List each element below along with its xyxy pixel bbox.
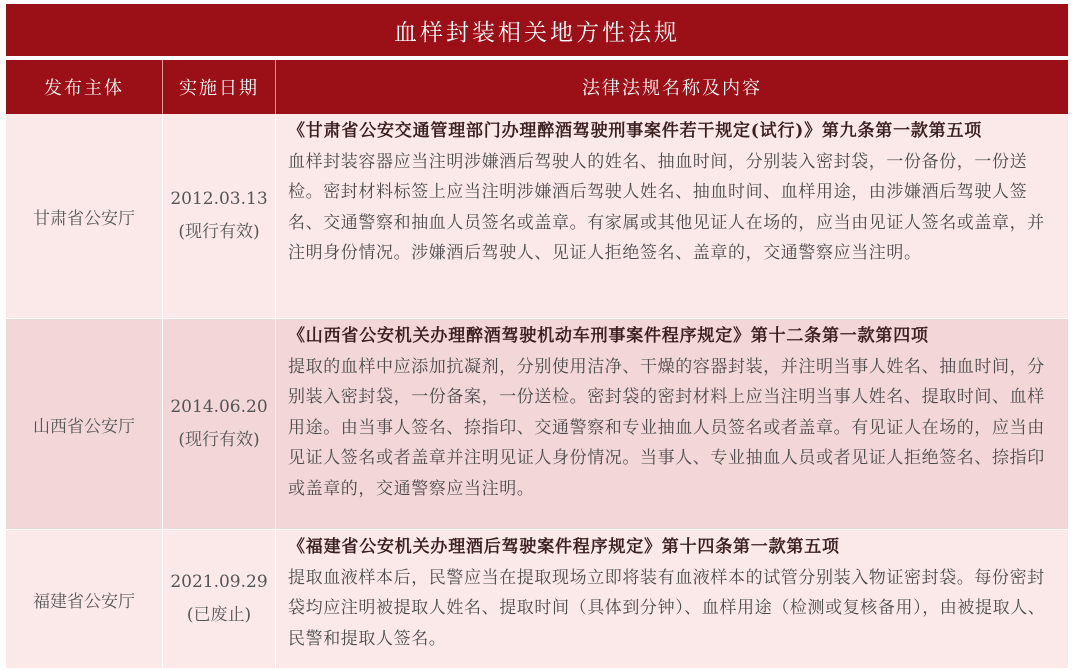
law-content: 提取血液样本后，民警应当在提取现场立即将装有血液样本的试管分别装入物证密封袋。每份密封袋均应注明被提取人姓名、提取时间（具体到分钟）、血样用途（检测或复核备用），由被提取人、民警和提取人签名。	[288, 567, 1046, 649]
issuer-cell: 甘肃省公安厅	[33, 208, 135, 229]
table-row	[6, 114, 1068, 319]
header-date: 实施日期	[162, 60, 276, 114]
status-value: (已废止)	[186, 605, 252, 625]
table-row	[6, 319, 1068, 530]
table-title: 血样封装相关地方性法规	[6, 4, 1068, 56]
law-content: 提取的血样中应添加抗凝剂，分别使用洁净、干燥的容器封装，并注明当事人姓名、抽血时间，分别装入密封袋，一份备案，一份送检。密封袋的密封材料上应当注明当事人姓名、提取时间、血样用途。由当事人签名、捺指印、交通警察和专业抽血人员签名或者盖章。有见证人在场的，应当由见证人签名或者盖章并注明见证人身份情况。当事人、专业抽血人员或者见证人拒绝签名、捺指印或盖章的，交通警察应当注明。	[288, 356, 1045, 499]
content-cell	[276, 114, 1068, 318]
table-row	[6, 530, 1068, 669]
status-value: (现行有效)	[178, 430, 260, 450]
status-value: (现行有效)	[178, 222, 260, 242]
header-content: 法律法规名称及内容	[582, 78, 762, 99]
date-cell	[162, 530, 276, 668]
law-title: 《福建省公安机关办理酒后驾驶案件程序规定》第十四条第一款第五项	[288, 537, 840, 557]
content-cell	[276, 319, 1068, 529]
date-value: 2014.06.20	[170, 397, 268, 417]
date-cell	[162, 319, 276, 529]
header-issuer: 发布主体	[44, 78, 124, 99]
content-cell	[276, 530, 1068, 668]
law-content: 血样封装容器应当注明涉嫌酒后驾驶人的姓名、抽血时间，分别装入密封袋，一份备份，一份送检。密封材料标签上应当注明涉嫌酒后驾驶人姓名、抽血时间、血样用途，由涉嫌酒后驾驶人签名、交通警察和抽血人员签名或盖章。有家属或其他见证人在场的，应当由见证人签名或盖章，并注明身份情况。涉嫌酒后驾驶人、见证人拒绝签名、盖章的，交通警察应当注明。	[288, 151, 1045, 264]
date-value: 2012.03.13	[170, 189, 268, 209]
date-value: 2021.09.29	[170, 572, 268, 592]
table-header-row	[6, 60, 1068, 114]
law-title: 《甘肃省公安交通管理部门办理醉酒驾驶刑事案件若干规定(试行)》第九条第一款第五项	[288, 121, 983, 141]
issuer-cell: 山西省公安厅	[33, 416, 135, 437]
date-cell	[162, 114, 276, 318]
regulation-table	[6, 4, 1068, 669]
law-title: 《山西省公安机关办理醉酒驾驶机动车刑事案件程序规定》第十二条第一款第四项	[288, 326, 929, 346]
issuer-cell: 福建省公安厅	[33, 591, 135, 612]
